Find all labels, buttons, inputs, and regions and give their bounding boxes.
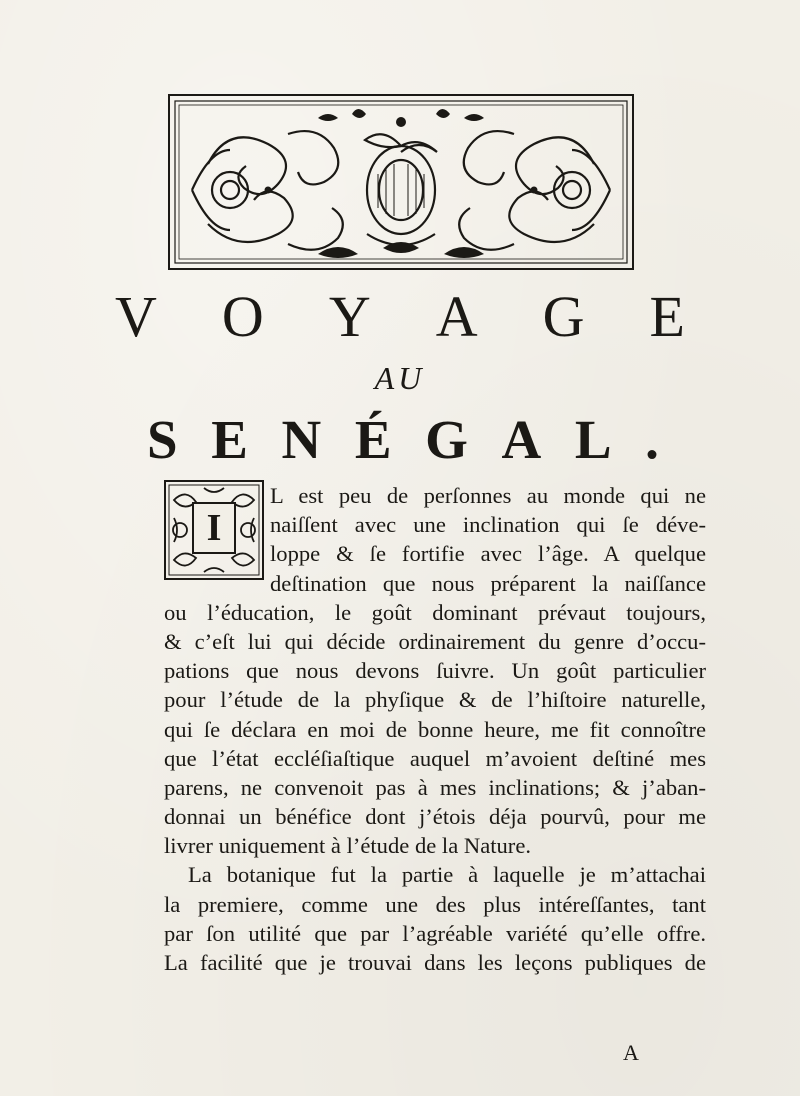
title-au: AU — [374, 360, 426, 396]
title-letter: E — [211, 409, 248, 470]
text-line: pations que nous devons ſuivre. Un goût particulier — [164, 658, 706, 684]
text-line: qui ſe déclara en moi de bonne heure, me fit connoître — [164, 716, 706, 742]
text-line: pour l’étude de la phyſique & de l’hiſtoire naturelle, — [164, 687, 706, 713]
initial-letter: I — [192, 502, 236, 554]
text-line: parens, ne convenoit pas à mes inclinations; & j’aban- — [164, 774, 706, 800]
title-letter: E — [649, 284, 685, 349]
signature-mark: A — [623, 1040, 639, 1065]
text-line: loppe & ſe fortifie avec l’âge. A quelque — [270, 541, 706, 567]
body-text — [164, 481, 706, 977]
text-line: L est peu de perſonnes au monde qui ne — [270, 483, 706, 508]
title-letter: G — [425, 409, 468, 470]
title-letter: G — [542, 284, 585, 349]
text-line: ou l’éducation, le goût dominant prévaut toujours, — [164, 599, 706, 625]
title-letter: V — [115, 284, 157, 349]
title-letter: . — [645, 409, 659, 470]
title-letter: Y — [328, 284, 371, 349]
text-line: la premiere, comme une des plus intéreſſantes, tant — [164, 891, 706, 917]
title-letter: O — [221, 284, 264, 349]
title-letter: É — [354, 409, 392, 470]
text-line: La facilité que je trouvai dans les leçons publiques de — [164, 950, 706, 975]
title-voyage — [115, 284, 685, 350]
title-letter: L — [574, 409, 612, 470]
title-letter: A — [435, 284, 478, 349]
text-line: & c’eſt lui qui décide ordinairement du genre d’occu- — [164, 628, 706, 654]
text-line: deſtination que nous préparent la naiſſance — [270, 570, 706, 596]
title-letter: N — [281, 409, 322, 470]
text-line: par ſon utilité que par l’agréable variété qu’elle offre. — [164, 920, 706, 946]
text-line: livrer uniquement à l’étude de la Nature. — [164, 833, 531, 859]
text-line: naiſſent avec une inclination qui ſe déve- — [270, 512, 706, 538]
text-line: donnai un bénéfice dont j’étois déja pourvû, pour me — [164, 804, 706, 830]
title-letter: S — [147, 409, 178, 470]
text-line: La botanique fut la partie à laquelle je m’attachai — [188, 862, 706, 888]
title-letter: A — [501, 409, 542, 470]
text-line: que l’état eccléſiaſtique auquel m’avoient deſtiné mes — [164, 745, 706, 771]
title-senegal — [147, 408, 659, 472]
ornamental-headpiece — [168, 94, 634, 270]
